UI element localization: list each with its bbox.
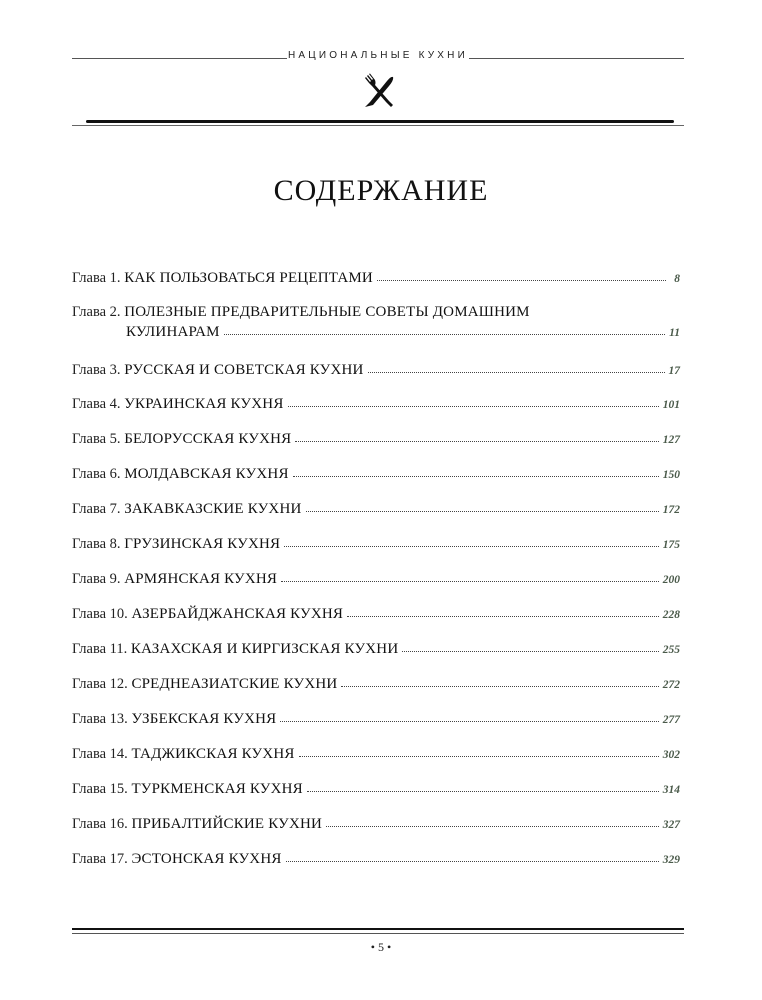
toc-chapter-label: Глава 10. (72, 606, 128, 622)
toc-chapter-title: МОЛДАВСКАЯ КУХНЯ (124, 466, 289, 482)
toc-dot-leader (224, 333, 665, 335)
toc-line (72, 781, 680, 798)
toc-dot-leader (307, 790, 659, 792)
toc-chapter-label: Глава 11. (72, 641, 128, 657)
toc-entry (72, 536, 680, 553)
toc-chapter-title: ЭСТОНСКАЯ КУХНЯ (131, 851, 282, 867)
toc-chapter-label: Глава 13. (72, 711, 128, 727)
toc-chapter-label: Глава 16. (72, 816, 128, 832)
toc-chapter-title-continued: КУЛИНАРАМ (126, 324, 220, 340)
running-title: НАЦИОНАЛЬНЫЕ КУХНИ (288, 50, 468, 61)
toc-entry (72, 816, 680, 833)
toc-line (72, 536, 680, 553)
toc-entry (72, 571, 680, 588)
toc-chapter-label: Глава 1. (72, 270, 121, 286)
toc-page-number: 200 (662, 574, 680, 586)
toc-line (72, 466, 680, 483)
toc-page-number: 8 (674, 273, 680, 285)
toc-line (72, 711, 680, 728)
toc-line (72, 851, 680, 868)
toc-page-number: 127 (662, 434, 680, 446)
page-number-value: 5 (378, 940, 384, 954)
toc-chapter-title: ТУРКМЕНСКАЯ КУХНЯ (131, 781, 303, 797)
toc-dot-leader (326, 825, 659, 827)
toc-page-number: 327 (662, 819, 680, 831)
toc-chapter-label: Глава 2. (72, 304, 121, 320)
toc-line (72, 396, 680, 413)
toc-chapter-label: Глава 4. (72, 396, 121, 412)
toc-line (72, 606, 680, 623)
toc-chapter-label: Глава 5. (72, 431, 121, 447)
toc-chapter-label: Глава 12. (72, 676, 128, 692)
toc-line (72, 571, 680, 588)
toc-page-number: 172 (662, 504, 680, 516)
toc-entry (72, 396, 680, 413)
toc-chapter-label: Глава 3. (72, 362, 121, 378)
header-divider-right (469, 58, 684, 59)
toc-dot-leader (368, 371, 665, 373)
toc-chapter-title: КАЗАХСКАЯ И КИРГИЗСКАЯ КУХНИ (130, 641, 399, 657)
toc-entry (72, 606, 680, 623)
page-number-bullet-right: • (387, 940, 392, 954)
toc-entry (72, 746, 680, 763)
toc-dot-leader (293, 475, 659, 477)
toc-dot-leader (288, 405, 659, 407)
toc-dot-leader (377, 279, 666, 281)
toc-page-number: 255 (662, 644, 680, 656)
toc-chapter-title: ГРУЗИНСКАЯ КУХНЯ (124, 536, 281, 552)
toc-chapter-title: АЗЕРБАЙДЖАНСКАЯ КУХНЯ (131, 606, 344, 622)
toc-page-number: 150 (662, 469, 680, 481)
toc-page-number: 272 (662, 679, 680, 691)
toc-chapter-label: Глава 15. (72, 781, 128, 797)
toc-chapter-label: Глава 9. (72, 571, 121, 587)
toc-chapter-title: ПОЛЕЗНЫЕ ПРЕДВАРИТЕЛЬНЫЕ СОВЕТЫ ДОМАШНИМ (124, 304, 530, 320)
toc-line (72, 641, 680, 658)
toc-line (72, 304, 680, 321)
toc-page-number: 228 (662, 609, 680, 621)
toc-chapter-title: БЕЛОРУССКАЯ КУХНЯ (124, 431, 292, 447)
toc-line (72, 270, 680, 287)
toc-line (72, 676, 680, 693)
toc-line (72, 746, 680, 763)
toc-page-number: 314 (662, 784, 680, 796)
page-number (0, 940, 762, 955)
toc-line-continued (72, 324, 680, 341)
toc-chapter-title: ЗАКАВКАЗСКИЕ КУХНИ (124, 501, 302, 517)
page-title: СОДЕРЖАНИЕ (273, 174, 489, 207)
fork-and-knife-icon (358, 72, 398, 112)
toc-page-number: 11 (669, 327, 680, 339)
toc-chapter-title: РУССКАЯ И СОВЕТСКАЯ КУХНИ (124, 362, 364, 378)
toc-chapter-label: Глава 7. (72, 501, 121, 517)
toc-page-number: 302 (662, 749, 680, 761)
toc-line (72, 501, 680, 518)
toc-dot-leader (347, 615, 659, 617)
toc-chapter-title: ТАДЖИКСКАЯ КУХНЯ (131, 746, 295, 762)
toc-entry (72, 362, 680, 379)
toc-line (72, 431, 680, 448)
toc-entry (72, 501, 680, 518)
toc-entry (72, 781, 680, 798)
toc-dot-leader (286, 860, 659, 862)
toc-entry (72, 851, 680, 868)
toc-chapter-title: УКРАИНСКАЯ КУХНЯ (124, 396, 284, 412)
toc-entry (72, 676, 680, 693)
header-rule-thin (72, 125, 684, 126)
toc-entry (72, 641, 680, 658)
footer-rule-thick (72, 928, 684, 930)
toc-entry (72, 304, 680, 341)
toc-dot-leader (295, 440, 658, 442)
toc-chapter-label: Глава 8. (72, 536, 121, 552)
toc-dot-leader (306, 510, 659, 512)
toc-chapter-title: СРЕДНЕАЗИАТСКИЕ КУХНИ (131, 676, 338, 692)
toc-page-number: 175 (662, 539, 680, 551)
toc-page-number: 277 (662, 714, 680, 726)
toc-line (72, 816, 680, 833)
toc-chapter-label: Глава 6. (72, 466, 121, 482)
toc-chapter-title: АРМЯНСКАЯ КУХНЯ (124, 571, 278, 587)
toc-page-number: 17 (668, 365, 680, 377)
toc-entry (72, 431, 680, 448)
footer-rule-thin (72, 933, 684, 934)
toc-entry (72, 270, 680, 287)
toc-dot-leader (284, 545, 659, 547)
toc-line (72, 362, 680, 379)
toc-dot-leader (341, 685, 658, 687)
toc-page-number: 329 (662, 854, 680, 866)
page-number-bullet-left: • (370, 940, 375, 954)
toc-chapter-title: УЗБЕКСКАЯ КУХНЯ (131, 711, 277, 727)
toc-page-number: 101 (662, 399, 680, 411)
toc-chapter-title: КАК ПОЛЬЗОВАТЬСЯ РЕЦЕПТАМИ (124, 270, 373, 286)
toc-entry (72, 711, 680, 728)
running-header (72, 40, 684, 140)
toc-chapter-label: Глава 17. (72, 851, 128, 867)
header-rule-thick (86, 120, 674, 123)
toc-dot-leader (281, 580, 659, 582)
toc-dot-leader (280, 720, 658, 722)
toc-chapter-title: ПРИБАЛТИЙСКИЕ КУХНИ (131, 816, 323, 832)
toc-dot-leader (299, 755, 659, 757)
toc-dot-leader (402, 650, 658, 652)
toc-entry (72, 466, 680, 483)
toc-chapter-label: Глава 14. (72, 746, 128, 762)
